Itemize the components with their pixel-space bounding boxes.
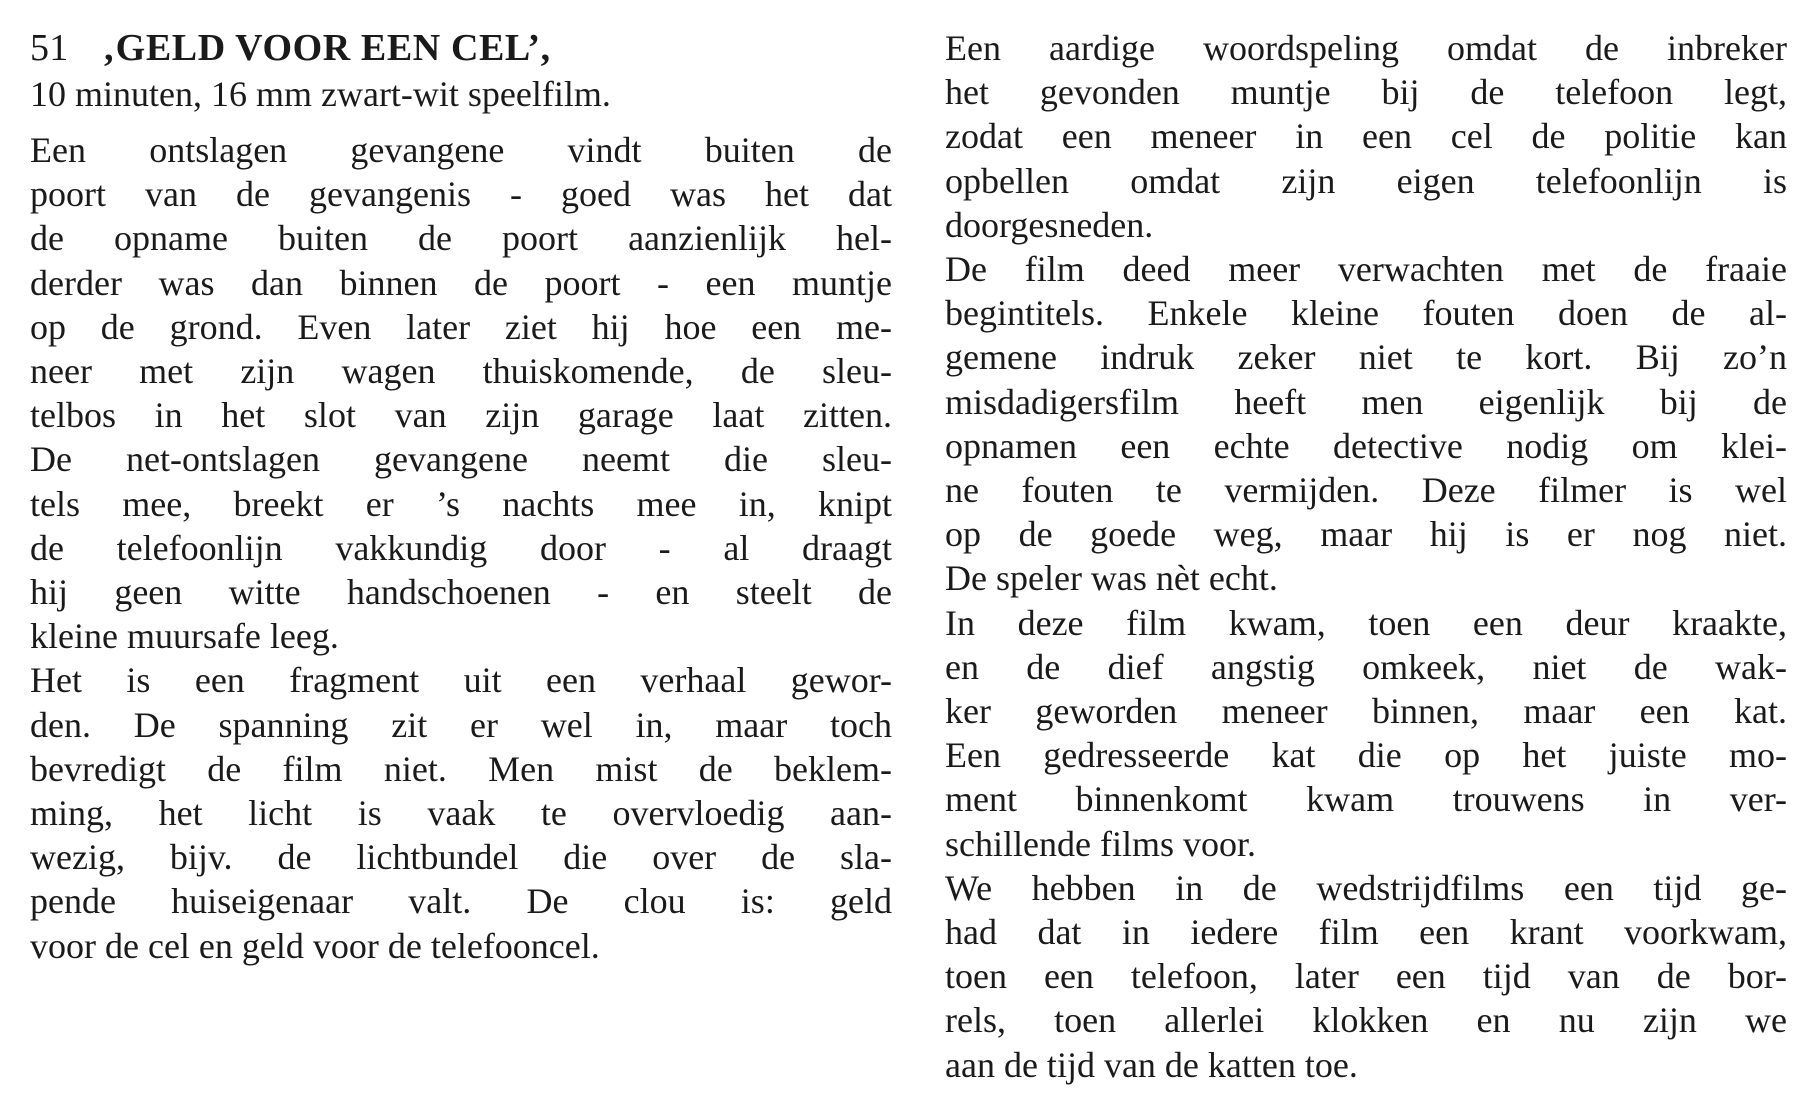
paragraph — [945, 26, 1787, 247]
text-line: op de goede weg, maar hij is er nog niet. — [945, 514, 1787, 555]
film-subtitle: 10 minuten, 16 mm zwart-wit speelfilm. — [30, 74, 611, 114]
text-line: bevredigt de film niet. Men mist de beklem- — [30, 748, 892, 789]
text-line: toen een telefoon, later een tijd van de bor- — [945, 956, 1787, 997]
text-line: Een ontslagen gevangene vindt buiten de — [30, 130, 892, 170]
text-line: het gevonden muntje bij de telefoon legt, — [945, 72, 1787, 113]
text-line: We hebben in de wedstrijdfilms een tijd ge- — [945, 867, 1787, 908]
text-line: Een gedresseerde kat die op het juiste mo- — [945, 735, 1787, 776]
right-column — [945, 26, 1787, 1087]
paragraph — [30, 128, 892, 658]
paragraph — [945, 247, 1787, 601]
text-line: opbellen omdat zijn eigen telefoonlijn is — [945, 160, 1787, 201]
film-title: ‚GELD VOOR EEN CEL’, — [102, 27, 551, 69]
text-line: Het is een fragment uit een verhaal gewor- — [30, 660, 892, 701]
text-line: de opname buiten de poort aanzienlijk hel- — [30, 218, 892, 259]
paragraph — [945, 866, 1787, 1087]
entry-number: 51 — [30, 27, 69, 69]
text-line: kleine muursafe leeg. — [30, 616, 339, 657]
text-line: schillende films voor. — [945, 823, 1256, 864]
text-line: tels mee, breekt er ’s nachts mee in, knipt — [30, 483, 892, 524]
paragraph — [945, 601, 1787, 866]
text-line: opnamen een echte detective nodig om klei- — [945, 425, 1787, 466]
text-line: op de grond. Even later ziet hij hoe een me- — [30, 306, 892, 347]
text-line: In deze film kwam, toen een deur kraakte, — [945, 602, 1787, 643]
text-line: poort van de gevangenis - goed was het dat — [30, 174, 892, 215]
text-line: den. De spanning zit er wel in, maar toch — [30, 704, 892, 745]
text-line: doorgesneden. — [945, 204, 1154, 245]
text-line: pende huiseigenaar valt. De clou is: geld — [30, 881, 892, 922]
text-line: ment binnenkomt kwam trouwens in ver- — [945, 779, 1787, 820]
text-line: neer met zijn wagen thuiskomende, de sleu- — [30, 351, 892, 392]
left-column — [30, 26, 892, 968]
paragraph — [30, 658, 892, 967]
text-line: De film deed meer verwachten met de fraaie — [945, 249, 1787, 290]
text-line: de telefoonlijn vakkundig door - al draagt — [30, 527, 892, 568]
text-line: hij geen witte handschoenen - en steelt de — [30, 572, 892, 613]
text-line: De speler was nèt echt. — [945, 558, 1278, 599]
text-line: wezig, bijv. de lichtbundel die over de sla- — [30, 837, 892, 878]
text-line: ming, het licht is vaak te overvloedig aan- — [30, 793, 892, 834]
text-line: begintitels. Enkele kleine fouten doen de al- — [945, 293, 1787, 334]
text-line: aan de tijd van de katten toe. — [945, 1044, 1358, 1085]
entry-heading — [30, 26, 892, 70]
text-line: rels, toen allerlei klokken en nu zijn we — [945, 1000, 1787, 1041]
text-line: misdadigersfilm heeft men eigenlijk bij de — [945, 381, 1787, 422]
text-line: ker geworden meneer binnen, maar een kat. — [945, 691, 1787, 732]
text-line: en de dief angstig omkeek, niet de wak- — [945, 646, 1787, 687]
text-line: telbos in het slot van zijn garage laat zitten. — [30, 395, 892, 436]
text-line: ne fouten te vermijden. Deze filmer is wel — [945, 470, 1787, 511]
right-body — [945, 26, 1787, 1087]
text-line: Een aardige woordspeling omdat de inbreker — [945, 28, 1787, 68]
text-line: derder was dan binnen de poort - een muntje — [30, 262, 892, 303]
text-line: De net-ontslagen gevangene neemt die sleu- — [30, 439, 892, 480]
text-line: had dat in iedere film een krant voorkwam, — [945, 912, 1787, 953]
text-line: gemene indruk zeker niet te kort. Bij zo’n — [945, 337, 1787, 378]
left-body — [30, 128, 892, 968]
text-line: voor de cel en geld voor de telefooncel. — [30, 925, 600, 966]
text-line: zodat een meneer in een cel de politie kan — [945, 116, 1787, 157]
